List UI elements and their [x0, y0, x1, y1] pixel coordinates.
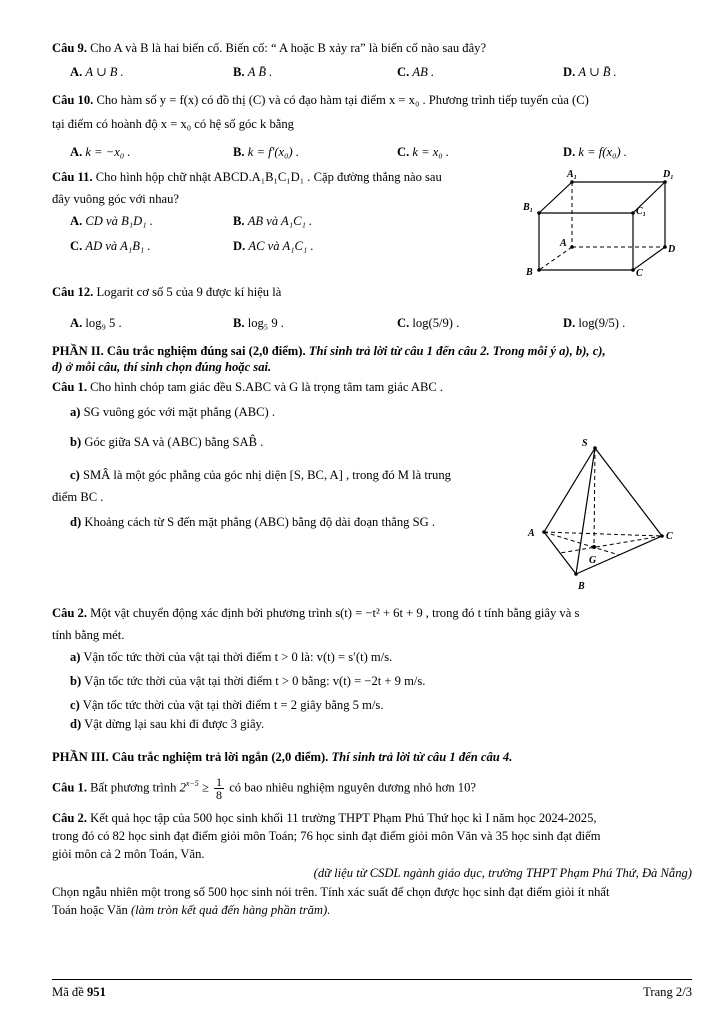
p3-q1: Câu 1. Bất phương trình $2^{x-5}$ ≥ $\frac{1}{8}$ có bao nhiêu nghiệm nguyên dương nhỏ hơn 10?: [52, 775, 476, 802]
fraction-one-eighth: $\frac{1}{8}$: [216, 775, 223, 802]
p2-q2-stem-line1: Câu 2. Một vật chuyển động xác định bởi phương trình s(t) = −t² + 6t + 9 , trong đó t tính bằng giây và s: [52, 606, 580, 620]
part3-heading: PHẦN III. Câu trắc nghiệm trả lời ngắn (2,0 điểm). Thí sinh trả lời từ câu 1 đến câu 4.: [52, 750, 513, 764]
q11-stem-line2: đây vuông góc với nhau?: [52, 192, 179, 206]
q12-option-a: A. log₉ 5 .: [70, 316, 122, 330]
q9-label: Câu 9.: [52, 41, 87, 55]
q12-option-d: D. log(9/5) .: [563, 316, 626, 330]
edge-sa: [544, 448, 595, 532]
label-c1: C₁: [636, 206, 647, 217]
label-a: A: [528, 528, 535, 539]
q12-label: Câu 12.: [52, 285, 94, 299]
q9-stem: [52, 40, 486, 57]
p2-q2-b: b) Vận tốc tức thời của vật tại thời điểm t > 0 bằng: v(t) = −2t + 9 m/s.: [70, 674, 426, 688]
p3-q2-line3: giỏi môn cả 2 môn Toán, Văn.: [52, 847, 205, 861]
part2-heading: PHẦN II. Câu trắc nghiệm đúng sai (2,0 điểm). Thí sinh trả lời từ câu 1 đến câu 2. Trong mỗi ý a), b), c),: [52, 344, 606, 358]
p3-q2-line2: trong đó có 82 học sinh đạt điểm giỏi môn Toán; 76 học sinh đạt điểm giỏi môn Văn và 35 học sinh đạt điểm: [52, 829, 601, 843]
q12-stem: Câu 12. Logarit cơ số 5 của 9 được kí hiệu là: [52, 285, 282, 299]
p2-q2-a: a) Vận tốc tức thời của vật tại thời điểm t > 0 là: v(t) = s′(t) m/s.: [70, 650, 393, 664]
p3-q2-line4: Chọn ngẫu nhiên một trong số 500 học sinh nói trên. Tính xác suất để chọn được học sinh đạt điểm giỏi ít nhất: [52, 885, 610, 899]
part2-heading-line2: d) ở mỗi câu, thí sinh chọn đúng hoặc sai.: [52, 360, 272, 374]
median-c: [560, 536, 662, 553]
q11-option-c: C. AD và A₁B₁ .: [70, 239, 151, 253]
footer-exam-code: Mã đề 951: [52, 985, 106, 999]
edge-ac-hidden: [544, 532, 662, 536]
footer-page-number: Trang 2/3: [643, 985, 692, 999]
q12-option-c: C. log(5/9) .: [397, 316, 460, 330]
q11-option-b: B. AB và A₁C₁ .: [233, 214, 313, 228]
p2-q2-d: d) Vật dừng lại sau khi đi được 3 giây.: [70, 717, 265, 731]
q11-option-d: D. AC và A₁C₁ .: [233, 239, 314, 253]
label-d1: D₁: [663, 169, 674, 180]
q10-option-d: D. k = f(x₀) .: [563, 145, 627, 159]
q11-option-a: A. CD và B₁D₁ .: [70, 214, 153, 228]
q9-option-c: C. AB .: [397, 65, 435, 79]
p2-q1-a: a) SG vuông góc với mặt phẳng (ABC) .: [70, 405, 276, 419]
label-g: G: [589, 555, 597, 566]
q10-option-a: A. k = −x₀ .: [70, 145, 131, 159]
q9-option-d: D. A ∪ B̄ .: [563, 65, 617, 79]
label-c: C: [636, 268, 643, 279]
edge-ab: [544, 532, 576, 574]
q10-stem-line1: Câu 10. Cho hàm số y = f(x) có đồ thị (C) và có đạo hàm tại điểm x = x₀ . Phương trình tiếp tuyến của (C): [52, 93, 589, 107]
label-c: C: [666, 531, 673, 542]
edge-ab-hidden: [539, 247, 572, 270]
q11-stem-line1: Câu 11. Cho hình hộp chữ nhật ABCD.A₁B₁C₁D₁ . Cặp đường thẳng nào sau: [52, 170, 442, 184]
p2-q1-stem: Câu 1. Cho hình chóp tam giác đều S.ABC và G là trọng tâm tam giác ABC .: [52, 380, 444, 394]
p2-q2-c: c) Vận tốc tức thời của vật tại thời điểm t = 2 giây bằng 5 m/s.: [70, 698, 384, 712]
label-b1: B₁: [523, 202, 534, 213]
edge-sc: [595, 448, 662, 536]
q10-option-b: B. k = f′(x₀) .: [233, 145, 300, 159]
p2-q1-c-line2: điểm BC .: [52, 490, 104, 504]
edge-b1a1: [539, 182, 572, 213]
p3-q2-source: (dữ liệu từ CSDL ngành giáo dục, trường THPT Phạm Phú Thứ, Đà Nẵng): [313, 866, 692, 880]
p2-q1-d: d) Khoảng cách từ S đến mặt phẳng (ABC) bằng độ dài đoạn thẳng SG .: [70, 515, 435, 529]
q11-label: Câu 11.: [52, 170, 93, 184]
label-d: D: [668, 244, 676, 255]
label-b: B: [526, 267, 533, 278]
q12-option-b: B. log₅ 9 .: [233, 316, 284, 330]
cuboid-figure: [515, 168, 695, 280]
q9-option-a: A. A ∪ B .: [70, 65, 124, 79]
p2-q2-stem-line2: tính bằng mét.: [52, 628, 125, 642]
label-a: A: [560, 238, 567, 249]
p3-q2-line1: Câu 2. Kết quả học tập của 500 học sinh khối 11 trường THPT Phạm Phú Thứ học kì I năm học 2024-2025,: [52, 811, 597, 825]
q9-text: Cho A và B là hai biến cố. Biến cố: “ A hoặc B xảy ra” là biến cố nào sau đây?: [90, 41, 487, 55]
q10-option-c: C. k = x₀ .: [397, 145, 450, 159]
q10-stem-line2: tại điểm có hoành độ x = x₀ có hệ số góc k bằng: [52, 117, 294, 131]
pyramid-figure: [522, 432, 692, 592]
label-b: B: [578, 581, 585, 592]
segment-sg: [594, 448, 595, 547]
edge-dc: [633, 247, 665, 270]
label-a1: A₁: [567, 169, 578, 180]
q10-label: Câu 10.: [52, 93, 94, 107]
q9-option-b: B. A B̄ .: [233, 65, 273, 79]
label-s: S: [582, 438, 588, 449]
footer-divider: [52, 979, 692, 980]
p2-q1-b: b) Góc giữa SA và (ABC) bằng SAB̂ .: [70, 435, 264, 449]
p3-q2-line5: Toán hoặc Văn (làm tròn kết quả đến hàng phần trăm).: [52, 903, 331, 917]
p2-q1-c: c) SMÂ là một góc phẳng của góc nhị diện [S, BC, A] , trong đó M là trung: [70, 468, 451, 482]
